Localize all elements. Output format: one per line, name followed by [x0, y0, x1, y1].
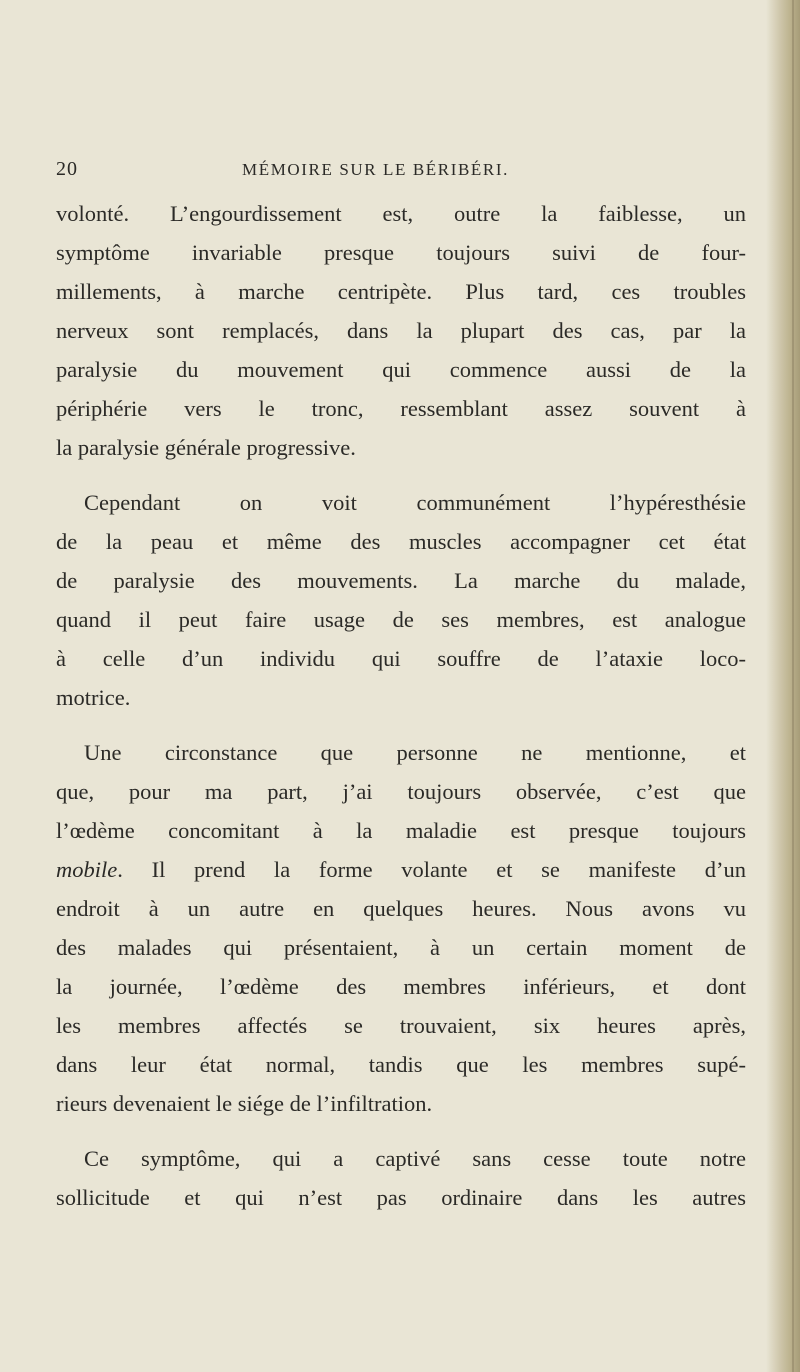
italic-word: mobile: [56, 857, 118, 882]
paragraph-3: [56, 733, 746, 1123]
text-line: les membres affectés se trouvaient, six heures après,: [56, 1013, 746, 1038]
text-line: motrice.: [56, 685, 131, 710]
text-line: Cependant on voit communément l’hypéresthésie: [84, 490, 746, 515]
text-line: Une circonstance que personne ne mentionne, et: [84, 740, 746, 765]
text-line: endroit à un autre en quelques heures. Nous avons vu: [56, 896, 746, 921]
paragraph-gap: [56, 717, 746, 733]
text-line: symptôme invariable presque toujours suivi de four-: [56, 240, 746, 265]
text-line: que, pour ma part, j’ai toujours observée, c’est que: [56, 779, 746, 804]
paragraph-1: [56, 194, 746, 467]
text-line: la journée, l’œdème des membres inférieurs, et dont: [56, 974, 746, 999]
text-line: volonté. L’engourdissement est, outre la faiblesse, un: [56, 201, 746, 226]
text-line: millements, à marche centripète. Plus tard, ces troubles: [56, 279, 746, 304]
text-line: l’œdème concomitant à la maladie est presque toujours: [56, 818, 746, 843]
page-edge-shadow: [766, 0, 800, 1372]
text-line: Ce symptôme, qui a captivé sans cesse toute notre: [84, 1146, 746, 1171]
text-line: à celle d’un individu qui souffre de l’ataxie loco-: [56, 646, 746, 671]
text-line: paralysie du mouvement qui commence aussi de la: [56, 357, 746, 382]
text-line: de la peau et même des muscles accompagner cet état: [56, 529, 746, 554]
body-text: [56, 194, 746, 1217]
text-line-mixed: [56, 850, 746, 889]
text-line: dans leur état normal, tandis que les membres supé-: [56, 1052, 746, 1077]
text-line: la paralysie générale progressive.: [56, 435, 356, 460]
paragraph-2: [56, 483, 746, 717]
paragraph-4: [56, 1139, 746, 1217]
text-fragment: . Il prend la forme volante et se manifeste d’un: [117, 857, 746, 882]
text-line: périphérie vers le tronc, ressemblant assez souvent à: [56, 396, 746, 421]
page-edge-line: [792, 0, 794, 1372]
text-line: de paralysie des mouvements. La marche du malade,: [56, 568, 746, 593]
text-line: quand il peut faire usage de ses membres, est analogue: [56, 607, 746, 632]
text-line: sollicitude et qui n’est pas ordinaire dans les autres: [56, 1185, 746, 1210]
running-title: MÉMOIRE SUR LE BÉRIBÉRI.: [242, 160, 509, 179]
paragraph-gap: [56, 1123, 746, 1139]
paragraph-gap: [56, 467, 746, 483]
text-line: des malades qui présentaient, à un certain moment de: [56, 935, 746, 960]
page-number: 20: [56, 158, 78, 180]
text-line: nerveux sont remplacés, dans la plupart des cas, par la: [56, 318, 746, 343]
running-head: [56, 158, 746, 188]
text-line: rieurs devenaient le siége de l’infiltration.: [56, 1091, 433, 1116]
